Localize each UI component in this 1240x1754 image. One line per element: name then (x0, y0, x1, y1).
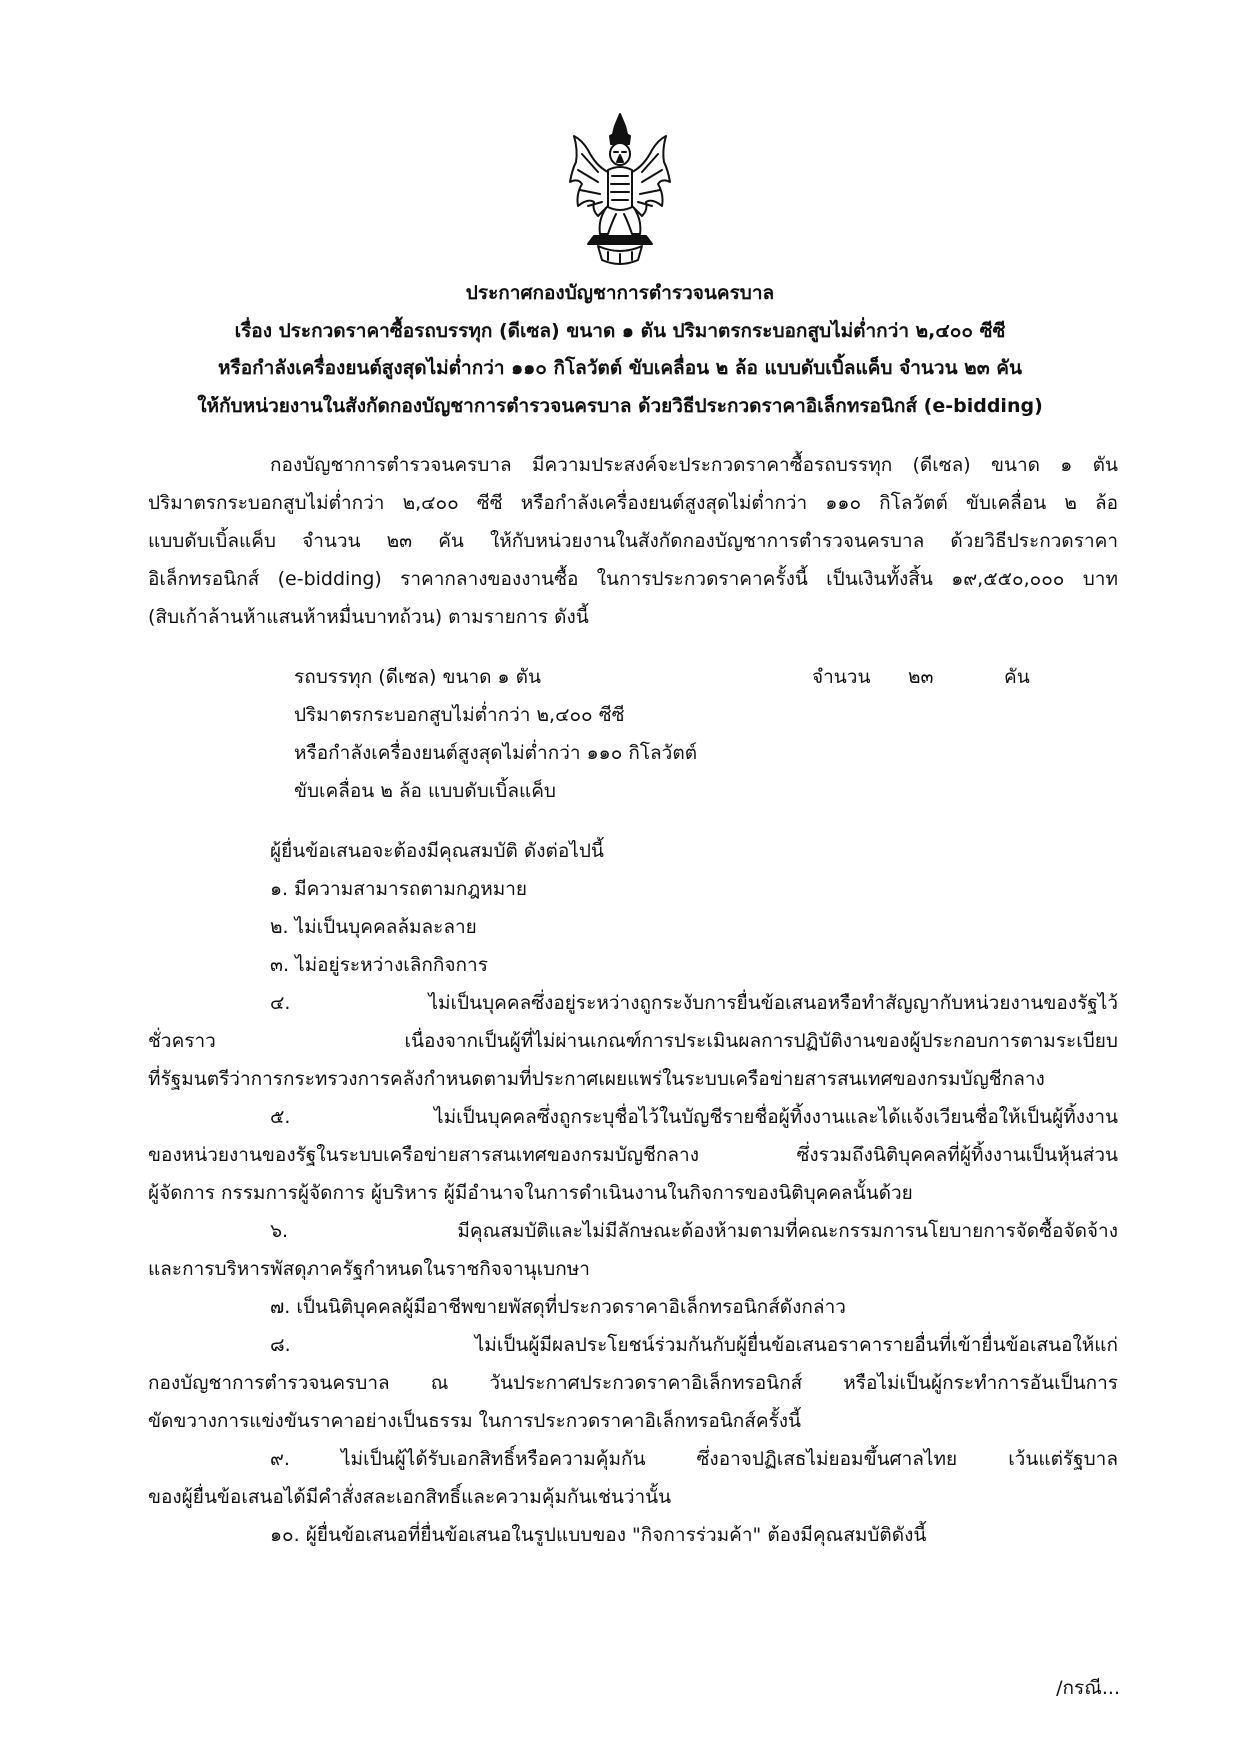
item-description-line: หรือกำลังเครื่องยนต์สูงสุดไม่ต่ำกว่า ๑๑๐ กิโลวัตต์ (294, 742, 698, 764)
qualification-item: กองบัญชาการตำรวจนครบาล ณ วันประกาศประกวดราคาอิเล็กทรอนิกส์ หรือไม่เป็นผู้กระทำการอันเป็นการ (148, 1372, 1118, 1394)
item-description-line: ขับเคลื่อน ๒ ล้อ แบบดับเบิ้ลแค็บ (294, 780, 556, 802)
subject-line-3: ให้กับหน่วยงานในสังกัดกองบัญชาการตำรวจนครบาล ด้วยวิธีประกวดราคาอิเล็กทรอนิกส์ (e-bidding) (197, 395, 1043, 417)
qualification-item: ๕. ไม่เป็นบุคคลซึ่งถูกระบุชื่อไว้ในบัญชีรายชื่อผู้ทิ้งงานและได้แจ้งเวียนชื่อให้เป็นผู้ทิ้งงาน (270, 1106, 1118, 1128)
qualification-item: ๑. มีความสามารถตามกฎหมาย (270, 878, 528, 900)
qualifications-intro: ผู้ยื่นข้อเสนอจะต้องมีคุณสมบัติ ดังต่อไปนี้ (270, 840, 604, 862)
item-description-line: รถบรรทุก (ดีเซล) ขนาด ๑ ตัน (294, 666, 541, 688)
intro-line: แบบดับเบิ้ลแค็บ จำนวน ๒๓ คัน ให้กับหน่วยงานในสังกัดกองบัญชาการตำรวจนครบาล ด้วยวิธีประกวดราคา (148, 530, 1118, 552)
qualification-item: ขัดขวางการแข่งขันราคาอย่างเป็นธรรม ในการประกวดราคาอิเล็กทรอนิกส์ครั้งนี้ (148, 1410, 801, 1432)
qualification-item: ๑๐. ผู้ยื่นข้อเสนอที่ยื่นข้อเสนอในรูปแบบของ "กิจการร่วมค้า" ต้องมีคุณสมบัติดังนี้ (270, 1524, 927, 1546)
item-unit: คัน (1004, 666, 1030, 688)
intro-line: อิเล็กทรอนิกส์ (e-bidding) ราคากลางของงานซื้อ ในการประกวดราคาครั้งนี้ เป็นเงินทั้งสิ้น ๑๙,๕๕๐,๐๐๐ บาท (148, 568, 1118, 590)
garuda-emblem-icon (568, 110, 672, 270)
intro-line: ปริมาตรกระบอกสูบไม่ต่ำกว่า ๒,๔๐๐ ซีซี หรือกำลังเครื่องยนต์สูงสุดไม่ต่ำกว่า ๑๑๐ กิโลวัตต์ ขับเคลื่อน ๒ ล้อ (148, 492, 1118, 514)
qualification-item: ๔. ไม่เป็นบุคคลซึ่งอยู่ระหว่างถูกระงับการยื่นข้อเสนอหรือทำสัญญากับหน่วยงานของรัฐไว้ (270, 992, 1118, 1014)
qualification-item: ของหน่วยงานของรัฐในระบบเครือข่ายสารสนเทศของกรมบัญชีกลาง ซึ่งรวมถึงนิติบุคคลที่ผู้ทิ้งงานเป็นหุ้นส่วน (148, 1144, 1118, 1166)
subject-line-1: เรื่อง ประกวดราคาซื้อรถบรรทุก (ดีเซล) ขนาด ๑ ตัน ปริมาตรกระบอกสูบไม่ต่ำกว่า ๒,๔๐๐ ซีซี (234, 320, 1006, 342)
item-quantity: ๒๓ (908, 666, 934, 688)
intro-line: กองบัญชาการตำรวจนครบาล มีความประสงค์จะประกวดราคาซื้อรถบรรทุก (ดีเซล) ขนาด ๑ ตัน (270, 454, 1118, 476)
qualification-item: ๙. ไม่เป็นผู้ได้รับเอกสิทธิ์หรือความคุ้มกัน ซึ่งอาจปฏิเสธไม่ยอมขึ้นศาลไทย เว้นแต่รัฐบาล (270, 1448, 1118, 1470)
qualification-item: ๗. เป็นนิติบุคคลผู้มีอาชีพขายพัสดุที่ประกวดราคาอิเล็กทรอนิกส์ดังกล่าว (270, 1296, 846, 1318)
qualification-item: และการบริหารพัสดุภาครัฐกำหนดในราชกิจจานุเบกษา (148, 1258, 590, 1280)
qualification-item: ๓. ไม่อยู่ระหว่างเลิกกิจการ (270, 954, 488, 976)
qualification-item: ๒. ไม่เป็นบุคคลล้มละลาย (270, 916, 477, 938)
qualification-item: ที่รัฐมนตรีว่าการกระทรวงการคลังกำหนดตามที่ประกาศเผยแพร่ในระบบเครือข่ายสารสนเทศของกรมบัญชีกลาง (148, 1068, 1045, 1090)
qualification-item: ๖. มีคุณสมบัติและไม่มีลักษณะต้องห้ามตามที่คณะกรรมการนโยบายการจัดซื้อจัดจ้าง (270, 1220, 1118, 1242)
qualification-item: ผู้จัดการ กรรมการผู้จัดการ ผู้บริหาร ผู้มีอำนาจในการดำเนินงานในกิจการของนิติบุคคลนั้นด้วย (148, 1182, 913, 1204)
qualification-item: ของผู้ยื่นข้อเสนอได้มีคำสั่งสละเอกสิทธิ์และความคุ้มกันเช่นว่านั้น (148, 1486, 672, 1508)
qualification-item: ๘. ไม่เป็นผู้มีผลประโยชน์ร่วมกันกับผู้ยื่นข้อเสนอราคารายอื่นที่เข้ายื่นข้อเสนอให้แก่ (270, 1334, 1118, 1356)
intro-line: (สิบเก้าล้านห้าแสนห้าหมื่นบาทถ้วน) ตามรายการ ดังนี้ (148, 606, 589, 628)
item-description-line: ปริมาตรกระบอกสูบไม่ต่ำกว่า ๒,๔๐๐ ซีซี (294, 704, 625, 726)
qualification-item: ชั่วคราว เนื่องจากเป็นผู้ที่ไม่ผ่านเกณฑ์การประเมินผลการปฏิบัติงานของผู้ประกอบการตามระเบียบ (148, 1030, 1118, 1052)
subject-line-2: หรือกำลังเครื่องยนต์สูงสุดไม่ต่ำกว่า ๑๑๐ กิโลวัตต์ ขับเคลื่อน ๒ ล้อ แบบดับเบิ้ลแค็บ จำนวน ๒๓ คัน (218, 357, 1022, 379)
item-quantity-label: จำนวน (812, 666, 871, 688)
document-title: ประกาศกองบัญชาการตำรวจนครบาล (465, 282, 775, 304)
continuation-marker: /กรณี... (1056, 1677, 1120, 1699)
